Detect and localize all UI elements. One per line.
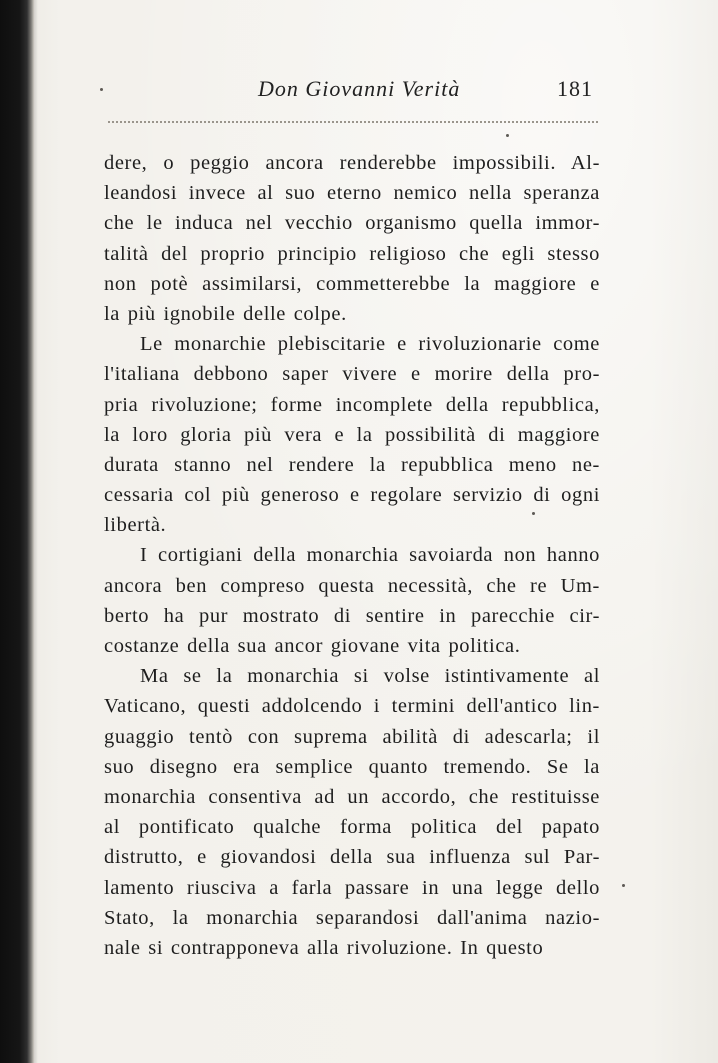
text-line: dere, o peggio ancora renderebbe impossibili. Al-: [104, 152, 600, 174]
running-title: Don Giovanni Verità: [258, 76, 461, 101]
binding-edge-shade: [34, 0, 38, 1063]
text-line: monarchia consentiva ad un accordo, che restituisse: [104, 785, 600, 808]
text-line: l'italiana debbono saper vivere e morire della pro-: [104, 363, 600, 386]
text-line: costanze della sua ancor giovane vita politica.: [104, 635, 521, 657]
paragraph: [104, 148, 600, 329]
text-line: pria rivoluzione; forme incomplete della repubblica,: [104, 393, 600, 416]
text-line: suo disegno era semplice quanto tremendo. Se la: [104, 755, 600, 778]
text-line: non potè assimilarsi, commetterebbe la maggiore e: [104, 272, 600, 295]
text-line: lamento riusciva a farla passare in una legge dello: [104, 876, 600, 899]
text-line: la loro gloria più vera e la possibilità di maggiore: [104, 423, 600, 446]
print-speck: [100, 88, 103, 91]
text-line: libertà.: [104, 514, 167, 537]
text-line: Vaticano, questi addolcendo i termini dell'antico lin-: [104, 695, 600, 718]
text-line: Le monarchie plebiscitarie e rivoluzionarie come: [140, 333, 600, 356]
text-line: al pontificato qualche forma politica del papato: [104, 816, 600, 839]
text-line: berto ha pur mostrato di sentire in parecchie cir-: [104, 604, 600, 627]
text-line: che le induca nel vecchio organismo quella immor-: [104, 212, 600, 235]
body-text: [104, 148, 600, 963]
text-line: distrutto, e giovandosi della sua influenza sul Par-: [104, 846, 600, 869]
text-line: nale si contrapponeva alla rivoluzione. In questo: [104, 936, 544, 959]
header-dotted-rule: [108, 121, 598, 123]
text-line: guaggio tentò con suprema abilità di adescarla; il: [104, 725, 600, 748]
book-binding-shadow: [0, 0, 34, 1063]
text-line: talità del proprio principio religioso che egli stesso: [104, 242, 600, 265]
paragraph: [104, 540, 600, 661]
print-speck: [506, 134, 509, 137]
text-line: cessaria col più generoso e regolare servizio di ogni: [104, 484, 600, 507]
page-header: [0, 70, 718, 110]
text-line: Ma se la monarchia si volse istintivamente al: [140, 665, 600, 688]
text-line: Stato, la monarchia separandosi dall'anima nazio-: [104, 906, 600, 929]
text-line: durata stanno nel rendere la repubblica meno ne-: [104, 453, 600, 476]
text-line: la più ignobile delle colpe.: [104, 302, 347, 325]
paragraph: [104, 329, 600, 540]
text-line: I cortigiani della monarchia savoiarda non hanno: [140, 544, 600, 567]
text-line: ancora ben compreso questa necessità, che re Um-: [104, 574, 600, 597]
print-speck: [622, 884, 625, 887]
text-line: leandosi invece al suo eterno nemico nella speranza: [104, 182, 600, 205]
page-number: 181: [557, 76, 593, 101]
paragraph: [104, 661, 600, 963]
